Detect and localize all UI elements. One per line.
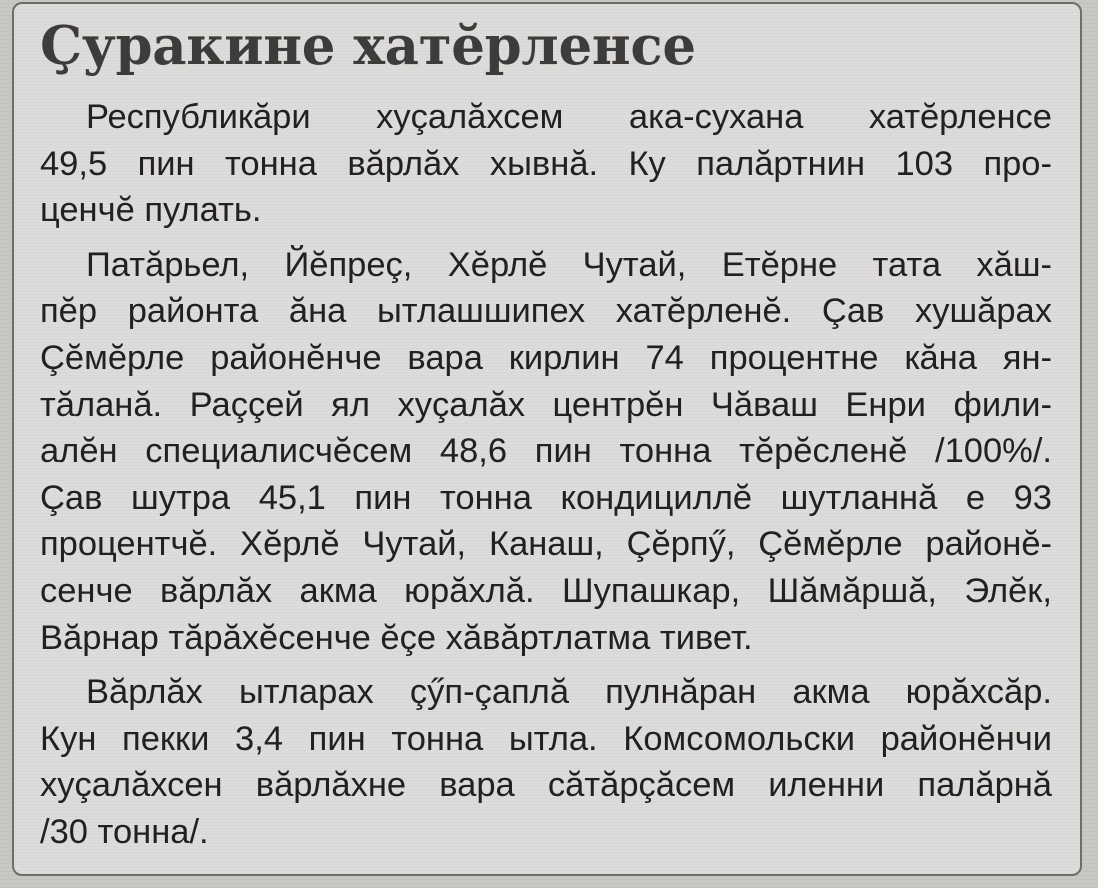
text-line: Республикăри хуçалăхсем ака-сухана хатĕрленсе bbox=[86, 98, 1052, 136]
text-line: Вăрлăх ытларах çӳп-çаплă пулнăран акма юрăхсăр. bbox=[86, 673, 1052, 712]
text-line: пĕр районта ăна ытлашшипех хатĕрленĕ. Çав хушăрах bbox=[40, 292, 1052, 331]
paragraph-1 bbox=[40, 94, 1052, 234]
newspaper-clipping bbox=[12, 2, 1082, 876]
text-line: тăланă. Раççей ял хуçалăх центрĕн Чăваш Енри фили- bbox=[40, 385, 1052, 424]
article-headline: Çуракине хатĕрленсе bbox=[40, 15, 696, 77]
text-line: /30 тонна/. bbox=[40, 812, 209, 851]
text-line: Çĕмĕрле районĕнче вара кирлин 74 процентне кăна ян- bbox=[40, 338, 1052, 377]
text-line: процентчĕ. Хĕрлĕ Чутай, Канаш, Çĕрпӳ, Çĕмĕрле районĕ- bbox=[40, 525, 1052, 564]
paragraph-2 bbox=[40, 242, 1052, 661]
text-line: сенче вăрлăх акма юрăхлă. Шупашкар, Шăмăршă, Элĕк, bbox=[40, 571, 1052, 610]
text-line: хуçалăхсен вăрлăхне вара сăтăрçăсем иленни палăрнă bbox=[40, 766, 1052, 805]
text-line: алĕн специалисчĕсем 48,6 пин тонна тĕрĕсленĕ /100%/. bbox=[40, 432, 1052, 471]
text-line: Çав шутра 45,1 пин тонна кондициллĕ шутланнă е 93 bbox=[40, 478, 1052, 517]
article-body bbox=[40, 94, 1052, 864]
text-line: Вăрнар тăрăхĕсенче ĕçе хăвăртлатма тивет. bbox=[40, 618, 753, 657]
text-line: Патăрьел, Йĕпреç, Хĕрлĕ Чутай, Етĕрне тата хăш- bbox=[86, 245, 1052, 284]
text-line: Кун пекки 3,4 пин тонна ытла. Комсомольски районĕнчи bbox=[40, 719, 1052, 758]
text-line: 49,5 пин тонна вăрлăх хывнă. Ку палăртнин 103 про- bbox=[40, 144, 1052, 183]
text-line: ценчĕ пулать. bbox=[40, 191, 262, 230]
paragraph-3 bbox=[40, 669, 1052, 855]
